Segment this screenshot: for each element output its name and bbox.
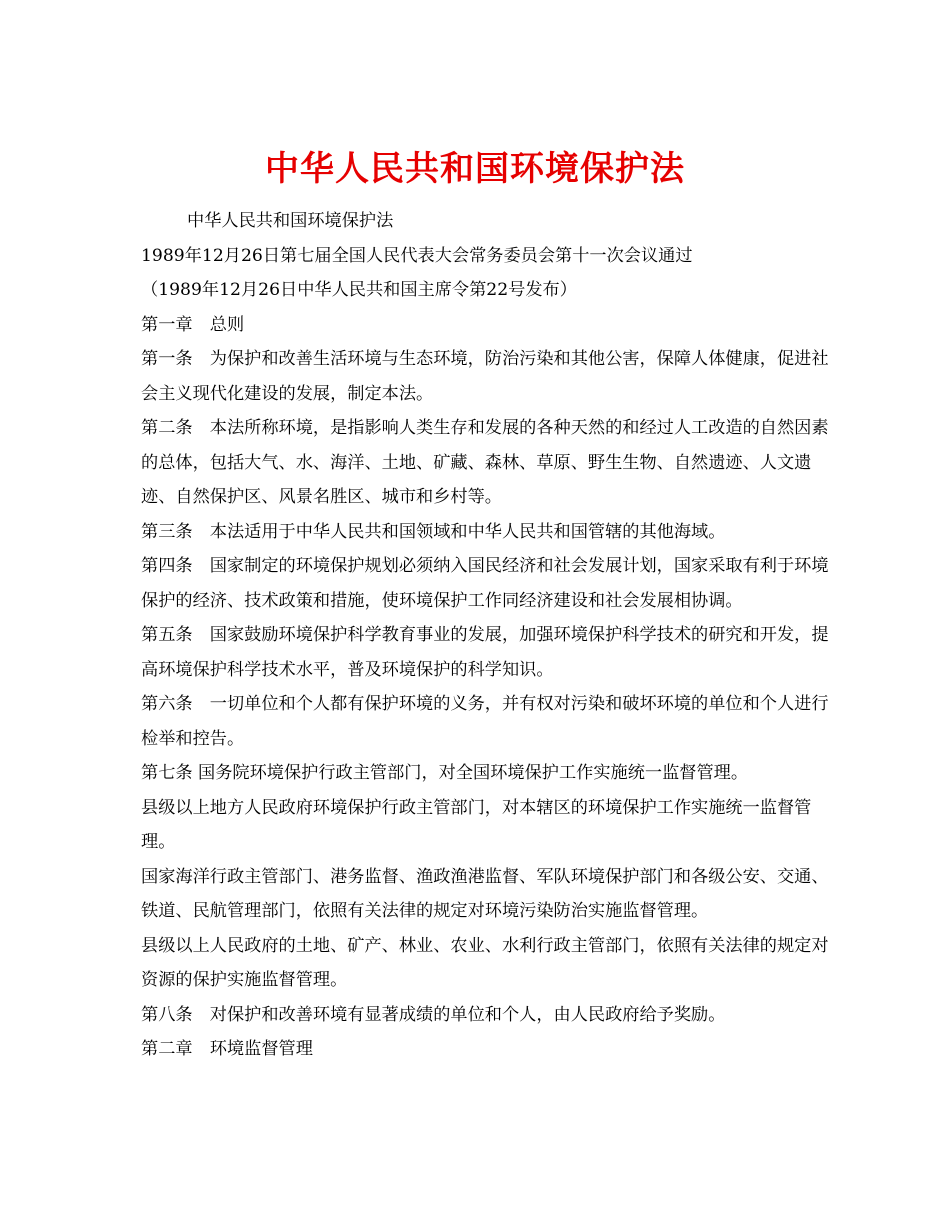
chapter-heading: 第一章 总则 [141, 314, 245, 335]
article-paragraph: 第三条 本法适用于中华人民共和国领域和中华人民共和国管辖的其他海域。 [141, 521, 726, 542]
document-title: 中华人民共和国环境保护法 [265, 148, 685, 189]
article-paragraph: 第七条 国务院环境保护行政主管部门，对全国环境保护工作实施统一监督管理。 [141, 763, 749, 783]
promulgation-note: （1989年12月26日中华人民共和国主席令第22号发布） [141, 280, 577, 300]
article-paragraph: 第一条 为保护和改善生活环境与生态环境，防治污染和其他公害，保障人体健康，促进社会主义现代化建设的发展，制定本法。 [141, 349, 829, 404]
document-body [141, 204, 841, 1067]
article-paragraph: 第二条 本法所称环境，是指影响人类生存和发展的各种天然的和经过人工改造的自然因素的总体，包括大气、水、海洋、土地、矿藏、森林、草原、野生生物、自然遗迹、人文遗迹、自然保护区、风景名胜区、城市和乡村等。 [141, 418, 829, 507]
chapter-heading: 第二章 环境监督管理 [141, 1039, 313, 1059]
article-paragraph: 县级以上人民政府的土地、矿产、林业、农业、水利行政主管部门，依照有关法律的规定对资源的保护实施监督管理。 [141, 935, 829, 990]
article-paragraph: 第六条 一切单位和个人都有保护环境的义务，并有权对污染和破坏环境的单位和个人进行检举和控告。 [141, 694, 829, 749]
article-paragraph: 第四条 国家制定的环境保护规划必须纳入国民经济和社会发展计划，国家采取有利于环境保护的经济、技术政策和措施，使环境保护工作同经济建设和社会发展相协调。 [141, 556, 829, 611]
subtitle-paragraph: 中华人民共和国环境保护法 [187, 211, 394, 231]
adoption-note: 1989年12月26日第七届全国人民代表大会常务委员会第十一次会议通过 [141, 245, 693, 266]
article-paragraph: 国家海洋行政主管部门、港务监督、渔政渔港监督、军队环境保护部门和各级公安、交通、铁道、民航管理部门，依照有关法律的规定对环境污染防治实施监督管理。 [141, 866, 829, 921]
article-paragraph: 第五条 国家鼓励环境保护科学教育事业的发展，加强环境保护科学技术的研究和开发，提高环境保护科学技术水平，普及环境保护的科学知识。 [141, 625, 829, 680]
article-paragraph: 第八条 对保护和改善环境有显著成绩的单位和个人，由人民政府给予奖励。 [141, 1004, 726, 1025]
article-paragraph: 县级以上地方人民政府环境保护行政主管部门，对本辖区的环境保护工作实施统一监督管理。 [141, 797, 812, 852]
